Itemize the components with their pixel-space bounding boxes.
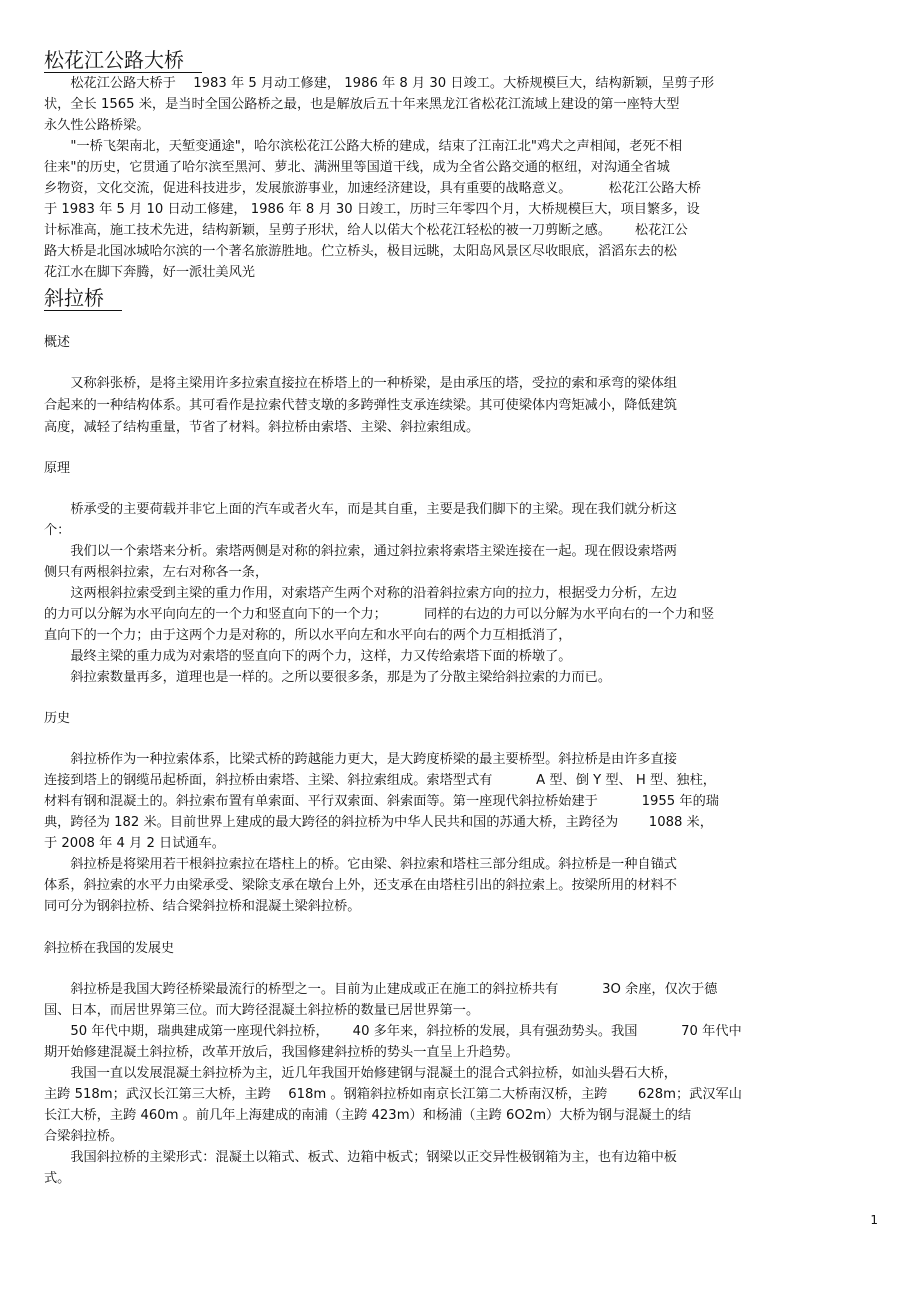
paragraph-line: "一桥飞架南北，天堑变通途"，哈尔滨松花江公路大桥的建成，结束了江南江北"鸡犬之声相闻，老死不相: [44, 139, 683, 154]
paragraph-line: 最终主梁的重力成为对索塔的竖直向下的两个力，这样，力又传给索塔下面的桥墩了。: [44, 649, 572, 664]
section-title-cable-stayed-bridge: 斜拉桥: [44, 286, 122, 311]
paragraph-line: 长江大桥，主跨 460m 。前几年上海建成的南浦（主跨 423m）和杨浦（主跨 6O2m）大桥为钢与混凝土的结: [44, 1108, 692, 1123]
section-title-songhua-bridge: 松花江公路大桥: [44, 48, 202, 73]
paragraph-line: 斜拉桥作为一种拉索体系，比梁式桥的跨越能力更大，是大跨度桥梁的最主要桥型。斜拉桥是由许多直接: [44, 752, 677, 767]
paragraph-line: 直向下的一个力；由于这两个力是对称的，所以水平向左和水平向右的两个力互相抵消了，: [44, 628, 572, 643]
paragraph-line: 国、日本，而居世界第三位。而大跨径混凝土斜拉桥的数量已居世界第一。: [44, 1003, 480, 1018]
paragraph-line: 我们以一个索塔来分析。索塔两侧是对称的斜拉索，通过斜拉索将索塔主梁连接在一起。现在假设索塔两: [44, 544, 677, 559]
paragraph-line: 连接到塔上的钢缆吊起桥面，斜拉桥由索塔、主梁、斜拉索组成。索塔型式有 A 型、倒 Y 型、 H 型、独柱，: [44, 773, 716, 788]
paragraph-line: 往来"的历史，它贯通了哈尔滨至黑河、萝北、满洲里等国道干线，成为全省公路交通的枢纽，对沟通全省城: [44, 160, 670, 175]
paragraph-line: 花江水在脚下奔腾，好一派壮美风光: [44, 265, 255, 280]
paragraph-line: 计标准高，施工技术先进，结构新颖，呈剪子形状，给人以偌大个松花江轻松的被一刀剪断之感。 松花江公: [44, 223, 688, 238]
paragraph-line: 斜拉桥是将梁用若干根斜拉索拉在塔柱上的桥。它由梁、斜拉索和塔柱三部分组成。斜拉桥是一种自锚式: [44, 857, 677, 872]
paragraph-line: 个：: [44, 523, 71, 538]
paragraph-line: 主跨 518m；武汉长江第三大桥，主跨 618m 。钢箱斜拉桥如南京长江第二大桥南汉桥，主跨 628m；武汉军山: [44, 1087, 742, 1102]
page-number: 1: [870, 1213, 878, 1227]
paragraph-line: 合起来的一种结构体系。其可看作是拉索代替支墩的多跨弹性支承连续梁。其可使梁体内弯矩减小，降低建筑: [44, 398, 677, 413]
paragraph-line: 典，跨径为 182 米。目前世界上建成的最大跨径的斜拉桥为中华人民共和国的苏通大桥，主跨径为 1088 米，: [44, 815, 713, 830]
paragraph-line: 高度，减轻了结构重量，节省了材料。斜拉桥由索塔、主梁、斜拉索组成。: [44, 420, 480, 435]
paragraph-line: 松花江公路大桥于 1983 年 5 月动工修建， 1986 年 8 月 30 日竣工。大桥规模巨大，结构新颖，呈剪子形: [44, 76, 715, 91]
paragraph-line: 乡物资，文化交流，促进科技进步，发展旅游事业，加速经济建设，具有重要的战略意义。 松花江公路大桥: [44, 181, 701, 196]
paragraph-line: 50 年代中期，瑞典建成第一座现代斜拉桥， 40 多年来，斜拉桥的发展，具有强劲势头。我国 70 年代中: [44, 1024, 742, 1039]
paragraph-line: 式。: [44, 1171, 71, 1186]
paragraph-line: 期开始修建混凝土斜拉桥，改革开放后，我国修建斜拉桥的势头一直呈上升趋势。: [44, 1045, 519, 1060]
subsection-title-principle: 原理: [44, 461, 71, 476]
paragraph-line: 斜拉索数量再多，道理也是一样的。之所以要很多条，那是为了分散主梁给斜拉索的力而已。: [44, 670, 612, 685]
paragraph-line: 我国一直以发展混凝土斜拉桥为主，近几年我国开始修建钢与混凝土的混合式斜拉桥，如汕头礐石大桥，: [44, 1066, 677, 1081]
paragraph-line: 同可分为钢斜拉桥、结合梁斜拉桥和混凝土梁斜拉桥。: [44, 899, 361, 914]
subsection-title-development-in-china: 斜拉桥在我国的发展史: [44, 941, 175, 956]
paragraph-line: 体系，斜拉索的水平力由梁承受、梁除支承在墩台上外，还支承在由塔柱引出的斜拉索上。按梁所用的材料不: [44, 878, 677, 893]
paragraph-line: 的力可以分解为水平向向左的一个力和竖直向下的一个力； 同样的右边的力可以分解为水平向右的一个力和竖: [44, 607, 715, 622]
paragraph-line: 桥承受的主要荷载并非它上面的汽车或者火车，而是其自重，主要是我们脚下的主梁。现在我们就分析这: [44, 502, 677, 517]
paragraph-line: 斜拉桥是我国大跨径桥梁最流行的桥型之一。目前为止建成或正在施工的斜拉桥共有 3O 余座，仅次于德: [44, 982, 718, 997]
paragraph-line: 侧只有两根斜拉索，左右对称各一条，: [44, 565, 269, 580]
paragraph-line: 这两根斜拉索受到主梁的重力作用，对索塔产生两个对称的沿着斜拉索方向的拉力，根据受力分析，左边: [44, 586, 677, 601]
subsection-title-history: 历史: [44, 711, 71, 726]
paragraph-line: 合梁斜拉桥。: [44, 1129, 124, 1144]
paragraph-line: 我国斜拉桥的主梁形式：混凝土以箱式、板式、边箱中板式；钢梁以正交异性极钢箱为主，也有边箱中板: [44, 1150, 677, 1165]
paragraph-line: 状，全长 1565 米，是当时全国公路桥之最，也是解放后五十年来黑龙江省松花江流域上建设的第一座特大型: [44, 97, 680, 112]
subsection-title-overview: 概述: [44, 335, 71, 350]
paragraph-line: 材料有钢和混凝土的。斜拉索布置有单索面、平行双索面、斜索面等。第一座现代斜拉桥始建于 1955 年的瑞: [44, 794, 719, 809]
paragraph-line: 永久性公路桥梁。: [44, 118, 150, 133]
paragraph-line: 路大桥是北国冰城哈尔滨的一个著名旅游胜地。伫立桥头，极目远眺，太阳岛风景区尽收眼底，滔滔东去的松: [44, 244, 677, 259]
paragraph-line: 于 2008 年 4 月 2 日试通车。: [44, 836, 225, 851]
paragraph-line: 于 1983 年 5 月 10 日动工修建， 1986 年 8 月 30 日竣工，历时三年零四个月，大桥规模巨大，项目繁多，设: [44, 202, 700, 217]
paragraph-line: 又称斜张桥，是将主梁用许多拉索直接拉在桥塔上的一种桥梁，是由承压的塔，受拉的索和承弯的梁体组: [44, 376, 677, 391]
